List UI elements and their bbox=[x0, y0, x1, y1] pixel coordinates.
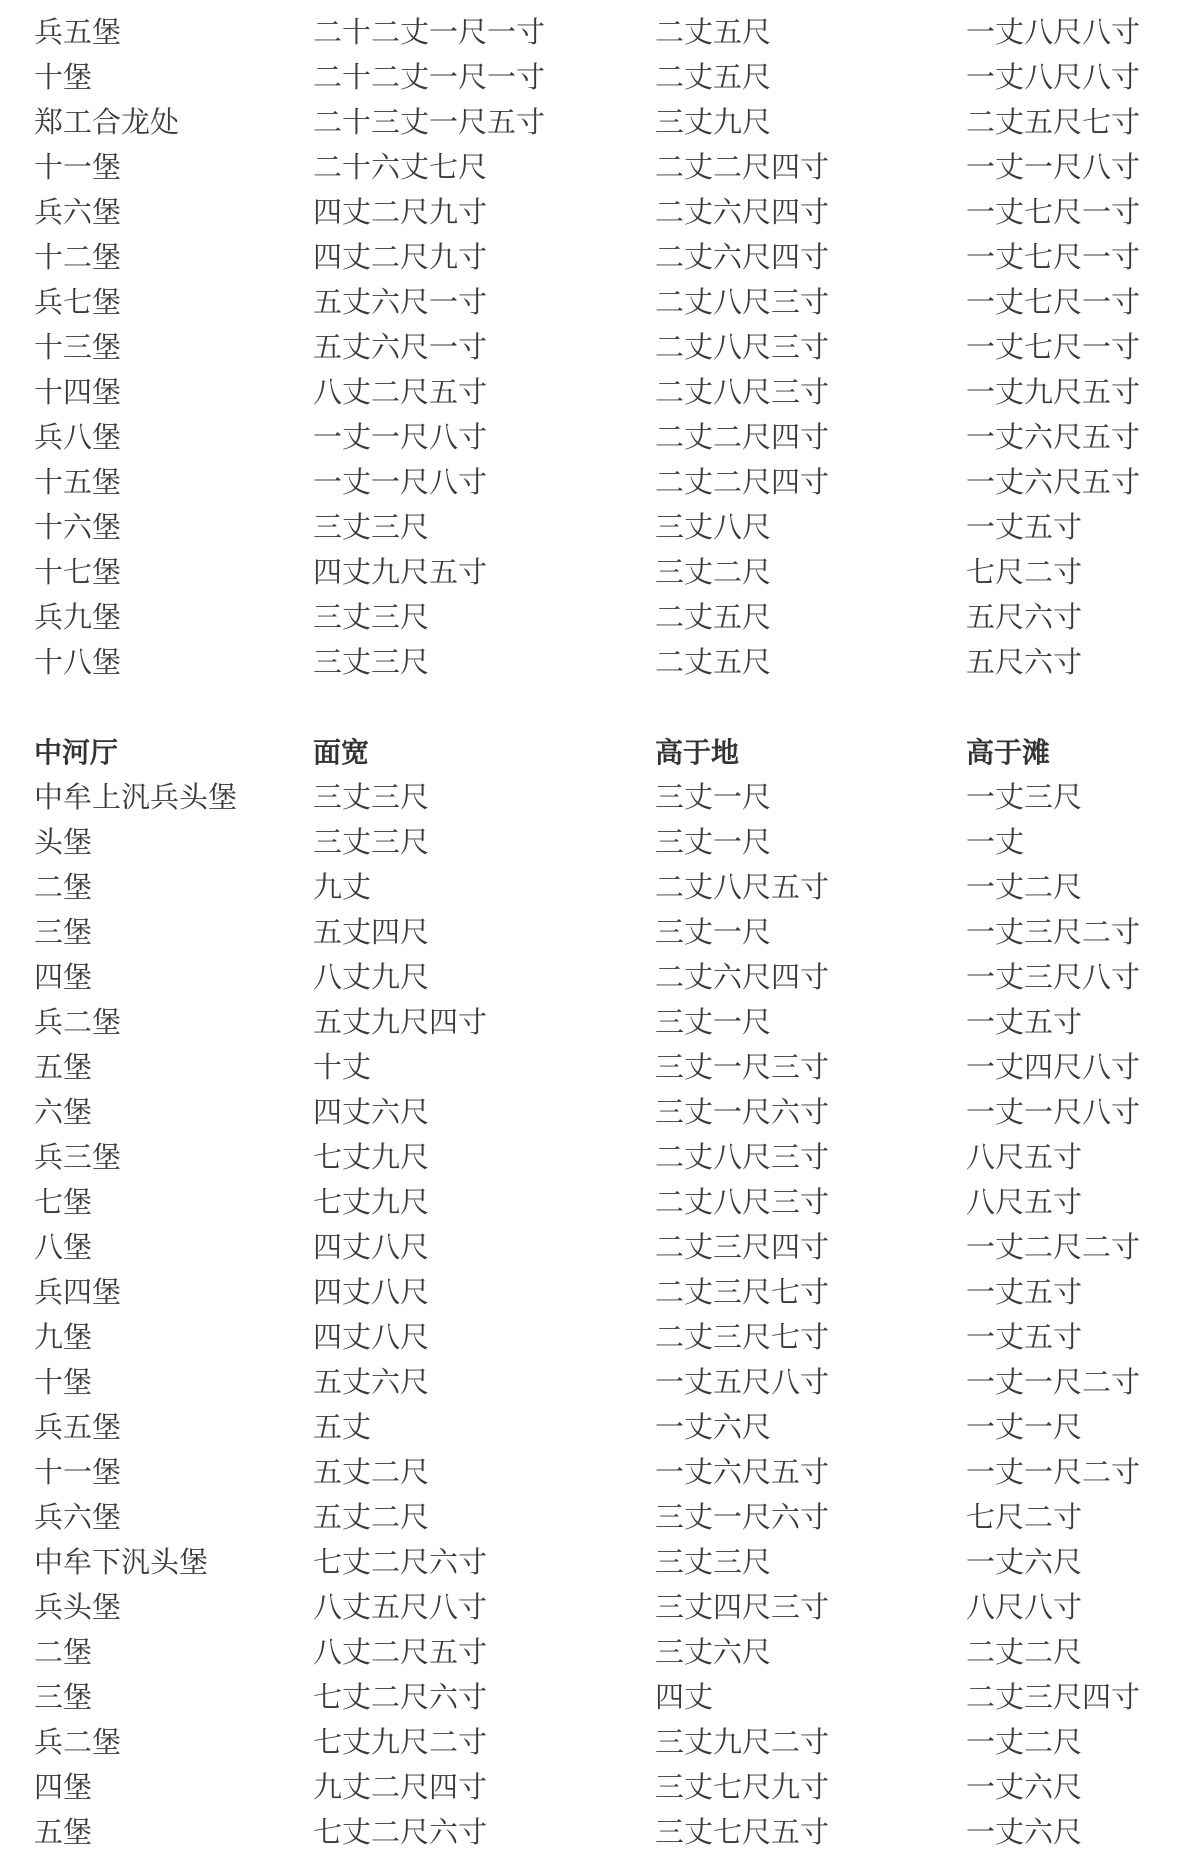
table-row bbox=[0, 1405, 1181, 1450]
station-cell: 郑工合龙处 bbox=[34, 105, 180, 139]
height-above-ground-cell: 三丈九尺 bbox=[655, 105, 772, 139]
height-above-beach-cell: 八尺五寸 bbox=[966, 1140, 1083, 1174]
height-above-beach-cell: 一丈五寸 bbox=[966, 510, 1083, 544]
table-row bbox=[0, 775, 1181, 820]
height-above-beach-cell: 一丈二尺 bbox=[966, 870, 1083, 904]
height-above-beach-cell: 五尺六寸 bbox=[966, 645, 1083, 679]
table-row bbox=[0, 1135, 1181, 1180]
width-cell: 二十二丈一尺一寸 bbox=[313, 60, 546, 94]
height-above-ground-cell: 三丈六尺 bbox=[655, 1635, 772, 1669]
station-cell: 六堡 bbox=[34, 1095, 93, 1129]
station-cell: 十五堡 bbox=[34, 465, 122, 499]
station-cell: 兵五堡 bbox=[34, 15, 122, 49]
height-above-ground-cell: 二丈五尺 bbox=[655, 645, 772, 679]
table-row bbox=[0, 10, 1181, 55]
width-cell: 二十二丈一尺一寸 bbox=[313, 15, 546, 49]
width-cell: 五丈九尺四寸 bbox=[313, 1005, 488, 1039]
station-cell: 十六堡 bbox=[34, 510, 122, 544]
width-cell: 八丈二尺五寸 bbox=[313, 1635, 488, 1669]
height-above-ground-cell: 二丈五尺 bbox=[655, 60, 772, 94]
height-above-ground-cell: 二丈二尺四寸 bbox=[655, 150, 830, 184]
height-above-ground-header: 高于地 bbox=[655, 736, 740, 769]
height-above-beach-cell: 一丈七尺一寸 bbox=[966, 330, 1141, 364]
station-cell: 四堡 bbox=[34, 1770, 93, 1804]
height-above-ground-cell: 二丈八尺五寸 bbox=[655, 870, 830, 904]
station-cell: 兵六堡 bbox=[34, 195, 122, 229]
station-cell: 七堡 bbox=[34, 1185, 93, 1219]
table-row bbox=[0, 1630, 1181, 1675]
table-row bbox=[0, 100, 1181, 145]
station-cell: 十一堡 bbox=[34, 1455, 122, 1489]
height-above-ground-cell: 二丈三尺七寸 bbox=[655, 1320, 830, 1354]
height-above-ground-cell: 二丈五尺 bbox=[655, 600, 772, 634]
width-cell: 三丈三尺 bbox=[313, 600, 430, 634]
table-row bbox=[0, 1495, 1181, 1540]
height-above-ground-cell: 二丈八尺三寸 bbox=[655, 285, 830, 319]
station-cell: 兵七堡 bbox=[34, 285, 122, 319]
table-row bbox=[0, 820, 1181, 865]
height-above-ground-cell: 三丈一尺 bbox=[655, 780, 772, 814]
width-cell: 十丈 bbox=[313, 1050, 372, 1084]
height-above-beach-cell: 一丈一尺八寸 bbox=[966, 1095, 1141, 1129]
height-above-ground-cell: 三丈一尺 bbox=[655, 915, 772, 949]
station-cell: 五堡 bbox=[34, 1815, 93, 1849]
width-cell: 九丈 bbox=[313, 870, 372, 904]
table-row bbox=[0, 1315, 1181, 1360]
station-cell: 三堡 bbox=[34, 1680, 93, 1714]
height-above-ground-cell: 三丈一尺六寸 bbox=[655, 1095, 830, 1129]
height-above-ground-cell: 二丈二尺四寸 bbox=[655, 465, 830, 499]
height-above-ground-cell: 二丈五尺 bbox=[655, 15, 772, 49]
top-table bbox=[0, 10, 1181, 685]
table-row bbox=[0, 1450, 1181, 1495]
width-cell: 五丈二尺 bbox=[313, 1455, 430, 1489]
height-above-beach-cell: 一丈二尺 bbox=[966, 1725, 1083, 1759]
height-above-beach-cell: 一丈六尺五寸 bbox=[966, 420, 1141, 454]
width-cell: 三丈三尺 bbox=[313, 510, 430, 544]
width-cell: 三丈三尺 bbox=[313, 825, 430, 859]
station-cell: 十堡 bbox=[34, 60, 93, 94]
station-cell: 三堡 bbox=[34, 915, 93, 949]
table-row bbox=[0, 1810, 1181, 1855]
height-above-ground-cell: 一丈六尺 bbox=[655, 1410, 772, 1444]
table-row bbox=[0, 1045, 1181, 1090]
width-cell: 四丈九尺五寸 bbox=[313, 555, 488, 589]
width-cell: 一丈一尺八寸 bbox=[313, 420, 488, 454]
station-cell: 兵五堡 bbox=[34, 1410, 122, 1444]
table-row bbox=[0, 415, 1181, 460]
height-above-beach-cell: 一丈五寸 bbox=[966, 1320, 1083, 1354]
width-cell: 五丈六尺 bbox=[313, 1365, 430, 1399]
height-above-beach-cell: 一丈七尺一寸 bbox=[966, 240, 1141, 274]
table-row bbox=[0, 1540, 1181, 1585]
width-cell: 八丈二尺五寸 bbox=[313, 375, 488, 409]
height-above-ground-cell: 二丈八尺三寸 bbox=[655, 1185, 830, 1219]
station-cell: 中牟下汎头堡 bbox=[34, 1545, 209, 1579]
height-above-ground-cell: 二丈八尺三寸 bbox=[655, 1140, 830, 1174]
table-row bbox=[0, 505, 1181, 550]
width-cell: 八丈九尺 bbox=[313, 960, 430, 994]
station-cell: 十七堡 bbox=[34, 555, 122, 589]
height-above-beach-cell: 一丈六尺五寸 bbox=[966, 465, 1141, 499]
table-row bbox=[0, 550, 1181, 595]
height-above-beach-cell: 一丈六尺 bbox=[966, 1815, 1083, 1849]
station-cell: 兵三堡 bbox=[34, 1140, 122, 1174]
height-above-beach-cell: 一丈一尺二寸 bbox=[966, 1365, 1141, 1399]
height-above-beach-cell: 一丈六尺 bbox=[966, 1545, 1083, 1579]
table-row bbox=[0, 910, 1181, 955]
table-row bbox=[0, 1000, 1181, 1045]
height-above-ground-cell: 二丈六尺四寸 bbox=[655, 960, 830, 994]
width-header: 面宽 bbox=[313, 736, 370, 769]
height-above-ground-cell: 二丈六尺四寸 bbox=[655, 195, 830, 229]
station-cell: 四堡 bbox=[34, 960, 93, 994]
width-cell: 八丈五尺八寸 bbox=[313, 1590, 488, 1624]
height-above-beach-cell: 一丈八尺八寸 bbox=[966, 60, 1141, 94]
width-cell: 七丈九尺二寸 bbox=[313, 1725, 488, 1759]
height-above-ground-cell: 二丈三尺七寸 bbox=[655, 1275, 830, 1309]
station-cell: 五堡 bbox=[34, 1050, 93, 1084]
height-above-beach-cell: 一丈五寸 bbox=[966, 1005, 1083, 1039]
station-cell: 兵头堡 bbox=[34, 1590, 122, 1624]
height-above-beach-cell: 二丈五尺七寸 bbox=[966, 105, 1141, 139]
width-cell: 七丈九尺 bbox=[313, 1185, 430, 1219]
width-cell: 七丈二尺六寸 bbox=[313, 1815, 488, 1849]
height-above-ground-cell: 一丈六尺五寸 bbox=[655, 1455, 830, 1489]
table-row bbox=[0, 55, 1181, 100]
height-above-ground-cell: 二丈八尺三寸 bbox=[655, 375, 830, 409]
station-cell: 八堡 bbox=[34, 1230, 93, 1264]
height-above-beach-cell: 七尺二寸 bbox=[966, 1500, 1083, 1534]
height-above-beach-cell: 一丈三尺八寸 bbox=[966, 960, 1141, 994]
width-cell: 二十三丈一尺五寸 bbox=[313, 105, 546, 139]
table-row bbox=[0, 370, 1181, 415]
station-cell: 兵四堡 bbox=[34, 1275, 122, 1309]
height-above-beach-cell: 一丈九尺五寸 bbox=[966, 375, 1141, 409]
height-above-beach-cell: 一丈三尺 bbox=[966, 780, 1083, 814]
height-above-ground-cell: 四丈 bbox=[655, 1680, 714, 1714]
height-above-ground-cell: 二丈八尺三寸 bbox=[655, 330, 830, 364]
height-above-ground-cell: 三丈一尺 bbox=[655, 1005, 772, 1039]
table-row bbox=[0, 955, 1181, 1000]
height-above-ground-cell: 三丈八尺 bbox=[655, 510, 772, 544]
height-above-beach-cell: 一丈八尺八寸 bbox=[966, 15, 1141, 49]
height-above-ground-cell: 一丈五尺八寸 bbox=[655, 1365, 830, 1399]
table-row bbox=[0, 1225, 1181, 1270]
width-cell: 二十六丈七尺 bbox=[313, 150, 488, 184]
height-above-ground-cell: 二丈三尺四寸 bbox=[655, 1230, 830, 1264]
height-above-ground-cell: 三丈七尺五寸 bbox=[655, 1815, 830, 1849]
height-above-beach-cell: 一丈五寸 bbox=[966, 1275, 1083, 1309]
height-above-ground-cell: 三丈七尺九寸 bbox=[655, 1770, 830, 1804]
station-cell: 十八堡 bbox=[34, 645, 122, 679]
width-cell: 四丈八尺 bbox=[313, 1320, 430, 1354]
station-cell: 兵二堡 bbox=[34, 1725, 122, 1759]
height-above-beach-cell: 一丈二尺二寸 bbox=[966, 1230, 1141, 1264]
table-row bbox=[0, 1180, 1181, 1225]
height-above-beach-cell: 八尺五寸 bbox=[966, 1185, 1083, 1219]
height-above-beach-cell: 五尺六寸 bbox=[966, 600, 1083, 634]
height-above-ground-cell: 二丈二尺四寸 bbox=[655, 420, 830, 454]
width-cell: 三丈三尺 bbox=[313, 780, 430, 814]
header-row bbox=[0, 730, 1181, 775]
table-row bbox=[0, 1675, 1181, 1720]
width-cell: 四丈六尺 bbox=[313, 1095, 430, 1129]
height-above-beach-header: 高于滩 bbox=[966, 736, 1051, 769]
table-row bbox=[0, 1270, 1181, 1315]
height-above-beach-cell: 二丈二尺 bbox=[966, 1635, 1083, 1669]
width-cell: 九丈二尺四寸 bbox=[313, 1770, 488, 1804]
height-above-beach-cell: 八尺八寸 bbox=[966, 1590, 1083, 1624]
height-above-beach-cell: 一丈一尺 bbox=[966, 1410, 1083, 1444]
station-cell: 十四堡 bbox=[34, 375, 122, 409]
section-title-header: 中河厅 bbox=[34, 736, 119, 769]
height-above-ground-cell: 三丈四尺三寸 bbox=[655, 1590, 830, 1624]
table-row bbox=[0, 280, 1181, 325]
height-above-beach-cell: 二丈三尺四寸 bbox=[966, 1680, 1141, 1714]
station-cell: 十一堡 bbox=[34, 150, 122, 184]
width-cell: 五丈二尺 bbox=[313, 1500, 430, 1534]
table-row bbox=[0, 1720, 1181, 1765]
width-cell: 一丈一尺八寸 bbox=[313, 465, 488, 499]
table-row bbox=[0, 190, 1181, 235]
table-row bbox=[0, 235, 1181, 280]
height-above-beach-cell: 七尺二寸 bbox=[966, 555, 1083, 589]
width-cell: 五丈六尺一寸 bbox=[313, 330, 488, 364]
station-cell: 二堡 bbox=[34, 870, 93, 904]
height-above-beach-cell: 一丈三尺二寸 bbox=[966, 915, 1141, 949]
width-cell: 七丈二尺六寸 bbox=[313, 1680, 488, 1714]
station-cell: 兵二堡 bbox=[34, 1005, 122, 1039]
station-cell: 中牟上汎兵头堡 bbox=[34, 780, 238, 814]
table-row bbox=[0, 1090, 1181, 1135]
table-row bbox=[0, 1585, 1181, 1630]
bottom-table bbox=[0, 775, 1181, 1855]
width-cell: 七丈二尺六寸 bbox=[313, 1545, 488, 1579]
station-cell: 头堡 bbox=[34, 825, 93, 859]
station-cell: 十堡 bbox=[34, 1365, 93, 1399]
width-cell: 四丈八尺 bbox=[313, 1230, 430, 1264]
width-cell: 五丈 bbox=[313, 1410, 372, 1444]
height-above-ground-cell: 三丈一尺三寸 bbox=[655, 1050, 830, 1084]
station-cell: 兵八堡 bbox=[34, 420, 122, 454]
height-above-beach-cell: 一丈一尺八寸 bbox=[966, 150, 1141, 184]
width-cell: 三丈三尺 bbox=[313, 645, 430, 679]
height-above-beach-cell: 一丈一尺二寸 bbox=[966, 1455, 1141, 1489]
height-above-beach-cell: 一丈六尺 bbox=[966, 1770, 1083, 1804]
width-cell: 四丈八尺 bbox=[313, 1275, 430, 1309]
table-row bbox=[0, 460, 1181, 505]
width-cell: 五丈四尺 bbox=[313, 915, 430, 949]
station-cell: 十三堡 bbox=[34, 330, 122, 364]
height-above-ground-cell: 三丈九尺二寸 bbox=[655, 1725, 830, 1759]
width-cell: 七丈九尺 bbox=[313, 1140, 430, 1174]
table-row bbox=[0, 1360, 1181, 1405]
station-cell: 九堡 bbox=[34, 1320, 93, 1354]
table-row bbox=[0, 325, 1181, 370]
width-cell: 五丈六尺一寸 bbox=[313, 285, 488, 319]
width-cell: 四丈二尺九寸 bbox=[313, 195, 488, 229]
height-above-beach-cell: 一丈 bbox=[966, 825, 1025, 859]
table-row bbox=[0, 145, 1181, 190]
height-above-ground-cell: 二丈六尺四寸 bbox=[655, 240, 830, 274]
height-above-beach-cell: 一丈七尺一寸 bbox=[966, 285, 1141, 319]
height-above-beach-cell: 一丈七尺一寸 bbox=[966, 195, 1141, 229]
station-cell: 二堡 bbox=[34, 1635, 93, 1669]
height-above-beach-cell: 一丈四尺八寸 bbox=[966, 1050, 1141, 1084]
station-cell: 兵九堡 bbox=[34, 600, 122, 634]
table-row bbox=[0, 595, 1181, 640]
table-header-row bbox=[0, 730, 1181, 775]
station-cell: 十二堡 bbox=[34, 240, 122, 274]
table-row bbox=[0, 865, 1181, 910]
height-above-ground-cell: 三丈一尺 bbox=[655, 825, 772, 859]
height-above-ground-cell: 三丈二尺 bbox=[655, 555, 772, 589]
width-cell: 四丈二尺九寸 bbox=[313, 240, 488, 274]
height-above-ground-cell: 三丈三尺 bbox=[655, 1545, 772, 1579]
height-above-ground-cell: 三丈一尺六寸 bbox=[655, 1500, 830, 1534]
table-row bbox=[0, 1765, 1181, 1810]
station-cell: 兵六堡 bbox=[34, 1500, 122, 1534]
table-row bbox=[0, 640, 1181, 685]
